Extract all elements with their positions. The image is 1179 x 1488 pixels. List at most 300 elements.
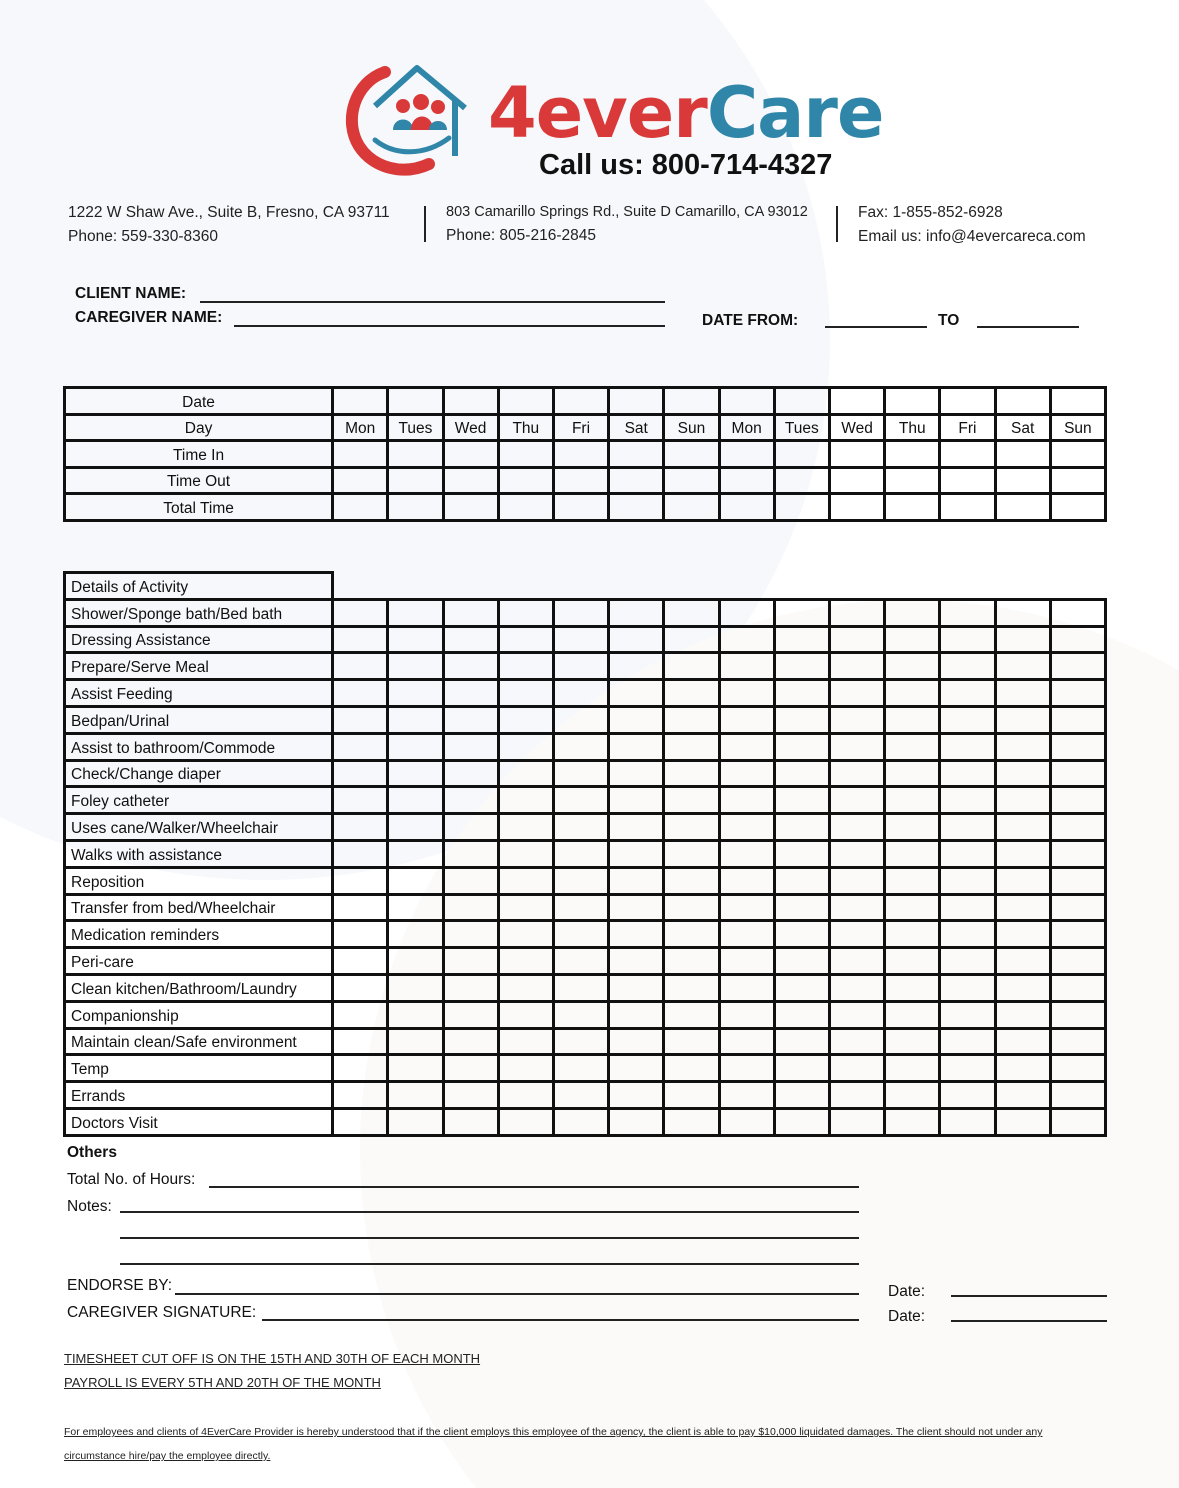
activity-check-cell[interactable]: [498, 867, 553, 894]
time-cell[interactable]: [885, 494, 940, 521]
caregiver-signature-field[interactable]: [262, 1319, 859, 1321]
activity-check-cell[interactable]: [609, 599, 664, 626]
activity-check-cell[interactable]: [940, 840, 995, 867]
activity-check-cell[interactable]: [388, 626, 443, 653]
activity-check-cell[interactable]: [443, 706, 498, 733]
client-name-field[interactable]: [200, 301, 665, 303]
activity-check-cell[interactable]: [940, 733, 995, 760]
activity-check-cell[interactable]: [443, 921, 498, 948]
activity-check-cell[interactable]: [443, 1082, 498, 1109]
activity-check-cell[interactable]: [995, 1055, 1050, 1082]
activity-check-cell[interactable]: [1050, 626, 1105, 653]
activity-check-cell[interactable]: [443, 814, 498, 841]
activity-check-cell[interactable]: [388, 1055, 443, 1082]
activity-check-cell[interactable]: [664, 1082, 719, 1109]
activity-check-cell[interactable]: [609, 867, 664, 894]
activity-check-cell[interactable]: [498, 760, 553, 787]
activity-check-cell[interactable]: [829, 1001, 884, 1028]
activity-check-cell[interactable]: [885, 948, 940, 975]
activity-check-cell[interactable]: [829, 921, 884, 948]
activity-check-cell[interactable]: [1050, 1028, 1105, 1055]
activity-check-cell[interactable]: [609, 948, 664, 975]
activity-check-cell[interactable]: [609, 1082, 664, 1109]
activity-check-cell[interactable]: [443, 680, 498, 707]
activity-check-cell[interactable]: [1050, 894, 1105, 921]
activity-check-cell[interactable]: [333, 840, 388, 867]
activity-check-cell[interactable]: [553, 894, 608, 921]
activity-check-cell[interactable]: [1050, 921, 1105, 948]
activity-check-cell[interactable]: [995, 653, 1050, 680]
activity-check-cell[interactable]: [885, 760, 940, 787]
time-cell[interactable]: [774, 494, 829, 521]
activity-check-cell[interactable]: [1050, 948, 1105, 975]
endorse-field[interactable]: [175, 1293, 859, 1295]
activity-check-cell[interactable]: [940, 626, 995, 653]
activity-check-cell[interactable]: [995, 1082, 1050, 1109]
activity-check-cell[interactable]: [553, 787, 608, 814]
time-cell[interactable]: [940, 388, 995, 415]
activity-check-cell[interactable]: [609, 974, 664, 1001]
time-cell[interactable]: [664, 388, 719, 415]
time-cell[interactable]: [443, 467, 498, 494]
activity-check-cell[interactable]: [609, 921, 664, 948]
activity-check-cell[interactable]: [1050, 599, 1105, 626]
activity-check-cell[interactable]: [1050, 1108, 1105, 1135]
activity-check-cell[interactable]: [885, 680, 940, 707]
time-cell[interactable]: [388, 388, 443, 415]
activity-check-cell[interactable]: [829, 706, 884, 733]
activity-check-cell[interactable]: [719, 653, 774, 680]
activity-check-cell[interactable]: [995, 626, 1050, 653]
activity-check-cell[interactable]: [498, 706, 553, 733]
activity-check-cell[interactable]: [333, 733, 388, 760]
activity-check-cell[interactable]: [388, 814, 443, 841]
activity-check-cell[interactable]: [333, 948, 388, 975]
activity-check-cell[interactable]: [664, 1028, 719, 1055]
activity-check-cell[interactable]: [885, 599, 940, 626]
caregiver-name-field[interactable]: [234, 325, 665, 327]
activity-check-cell[interactable]: [940, 1108, 995, 1135]
activity-check-cell[interactable]: [498, 1108, 553, 1135]
activity-check-cell[interactable]: [498, 599, 553, 626]
activity-check-cell[interactable]: [388, 948, 443, 975]
activity-check-cell[interactable]: [829, 814, 884, 841]
activity-check-cell[interactable]: [333, 1082, 388, 1109]
activity-check-cell[interactable]: [774, 1082, 829, 1109]
time-cell[interactable]: [995, 494, 1050, 521]
time-cell[interactable]: [388, 494, 443, 521]
activity-check-cell[interactable]: [885, 626, 940, 653]
activity-check-cell[interactable]: [333, 706, 388, 733]
activity-check-cell[interactable]: [719, 626, 774, 653]
activity-check-cell[interactable]: [1050, 867, 1105, 894]
activity-check-cell[interactable]: [498, 1028, 553, 1055]
activity-check-cell[interactable]: [995, 840, 1050, 867]
activity-check-cell[interactable]: [1050, 1055, 1105, 1082]
activity-check-cell[interactable]: [940, 894, 995, 921]
activity-check-cell[interactable]: [498, 948, 553, 975]
activity-check-cell[interactable]: [885, 787, 940, 814]
activity-check-cell[interactable]: [885, 867, 940, 894]
activity-check-cell[interactable]: [664, 680, 719, 707]
time-cell[interactable]: [940, 494, 995, 521]
time-cell[interactable]: [333, 441, 388, 468]
activity-check-cell[interactable]: [829, 733, 884, 760]
time-cell[interactable]: [333, 388, 388, 415]
time-cell[interactable]: [443, 494, 498, 521]
activity-check-cell[interactable]: [1050, 680, 1105, 707]
activity-check-cell[interactable]: [719, 1055, 774, 1082]
activity-check-cell[interactable]: [664, 1055, 719, 1082]
time-cell[interactable]: [1050, 388, 1105, 415]
activity-check-cell[interactable]: [553, 733, 608, 760]
time-cell[interactable]: [719, 388, 774, 415]
time-cell[interactable]: [774, 441, 829, 468]
activity-check-cell[interactable]: [940, 1055, 995, 1082]
activity-check-cell[interactable]: [664, 867, 719, 894]
activity-check-cell[interactable]: [664, 760, 719, 787]
activity-check-cell[interactable]: [829, 787, 884, 814]
activity-check-cell[interactable]: [719, 921, 774, 948]
activity-check-cell[interactable]: [1050, 1001, 1105, 1028]
time-cell[interactable]: [498, 467, 553, 494]
activity-check-cell[interactable]: [940, 814, 995, 841]
activity-check-cell[interactable]: [719, 1028, 774, 1055]
time-cell[interactable]: [995, 441, 1050, 468]
time-cell[interactable]: [829, 441, 884, 468]
activity-check-cell[interactable]: [940, 948, 995, 975]
activity-check-cell[interactable]: [829, 1082, 884, 1109]
time-cell[interactable]: [443, 388, 498, 415]
time-cell[interactable]: [388, 467, 443, 494]
activity-check-cell[interactable]: [774, 787, 829, 814]
notes-line[interactable]: [120, 1211, 859, 1213]
time-cell[interactable]: [498, 388, 553, 415]
activity-check-cell[interactable]: [940, 921, 995, 948]
activity-check-cell[interactable]: [553, 653, 608, 680]
activity-check-cell[interactable]: [885, 974, 940, 1001]
activity-check-cell[interactable]: [774, 814, 829, 841]
activity-check-cell[interactable]: [940, 867, 995, 894]
activity-check-cell[interactable]: [553, 1001, 608, 1028]
activity-check-cell[interactable]: [388, 680, 443, 707]
activity-check-cell[interactable]: [333, 1001, 388, 1028]
activity-check-cell[interactable]: [719, 760, 774, 787]
activity-check-cell[interactable]: [829, 1108, 884, 1135]
activity-check-cell[interactable]: [995, 599, 1050, 626]
activity-check-cell[interactable]: [995, 814, 1050, 841]
activity-check-cell[interactable]: [774, 653, 829, 680]
activity-check-cell[interactable]: [885, 1055, 940, 1082]
activity-check-cell[interactable]: [333, 974, 388, 1001]
time-cell[interactable]: [774, 388, 829, 415]
activity-check-cell[interactable]: [885, 894, 940, 921]
activity-check-cell[interactable]: [443, 733, 498, 760]
activity-check-cell[interactable]: [443, 948, 498, 975]
activity-check-cell[interactable]: [719, 974, 774, 1001]
activity-check-cell[interactable]: [388, 599, 443, 626]
time-cell[interactable]: [553, 494, 608, 521]
time-cell[interactable]: [664, 494, 719, 521]
time-cell[interactable]: [829, 494, 884, 521]
activity-check-cell[interactable]: [553, 867, 608, 894]
activity-check-cell[interactable]: [885, 653, 940, 680]
activity-check-cell[interactable]: [719, 840, 774, 867]
activity-check-cell[interactable]: [333, 1108, 388, 1135]
time-cell[interactable]: [885, 467, 940, 494]
activity-check-cell[interactable]: [1050, 1082, 1105, 1109]
activity-check-cell[interactable]: [774, 680, 829, 707]
activity-check-cell[interactable]: [1050, 974, 1105, 1001]
activity-check-cell[interactable]: [333, 787, 388, 814]
activity-check-cell[interactable]: [719, 733, 774, 760]
activity-check-cell[interactable]: [664, 1108, 719, 1135]
time-cell[interactable]: [553, 388, 608, 415]
activity-check-cell[interactable]: [553, 680, 608, 707]
activity-check-cell[interactable]: [829, 840, 884, 867]
time-cell[interactable]: [940, 441, 995, 468]
activity-check-cell[interactable]: [664, 1001, 719, 1028]
time-cell[interactable]: [885, 441, 940, 468]
activity-check-cell[interactable]: [553, 948, 608, 975]
activity-check-cell[interactable]: [1050, 706, 1105, 733]
time-cell[interactable]: [719, 467, 774, 494]
activity-check-cell[interactable]: [885, 814, 940, 841]
activity-check-cell[interactable]: [829, 1055, 884, 1082]
activity-check-cell[interactable]: [388, 787, 443, 814]
activity-check-cell[interactable]: [940, 1028, 995, 1055]
activity-check-cell[interactable]: [498, 1082, 553, 1109]
activity-check-cell[interactable]: [940, 706, 995, 733]
activity-check-cell[interactable]: [443, 787, 498, 814]
activity-check-cell[interactable]: [829, 974, 884, 1001]
activity-check-cell[interactable]: [940, 680, 995, 707]
activity-check-cell[interactable]: [829, 1028, 884, 1055]
activity-check-cell[interactable]: [388, 840, 443, 867]
date-to-field[interactable]: [977, 326, 1079, 328]
activity-check-cell[interactable]: [829, 599, 884, 626]
activity-check-cell[interactable]: [388, 653, 443, 680]
time-cell[interactable]: [443, 441, 498, 468]
activity-check-cell[interactable]: [388, 1082, 443, 1109]
activity-check-cell[interactable]: [995, 1028, 1050, 1055]
activity-check-cell[interactable]: [719, 680, 774, 707]
time-cell[interactable]: [719, 494, 774, 521]
activity-check-cell[interactable]: [995, 1001, 1050, 1028]
activity-check-cell[interactable]: [609, 1108, 664, 1135]
time-cell[interactable]: [885, 388, 940, 415]
time-cell[interactable]: [498, 494, 553, 521]
activity-check-cell[interactable]: [885, 733, 940, 760]
time-cell[interactable]: [609, 494, 664, 521]
time-cell[interactable]: [719, 441, 774, 468]
total-hours-field[interactable]: [209, 1186, 859, 1188]
activity-check-cell[interactable]: [609, 1001, 664, 1028]
activity-check-cell[interactable]: [995, 787, 1050, 814]
activity-check-cell[interactable]: [443, 1028, 498, 1055]
activity-check-cell[interactable]: [388, 1001, 443, 1028]
activity-check-cell[interactable]: [719, 1001, 774, 1028]
activity-check-cell[interactable]: [333, 1055, 388, 1082]
activity-check-cell[interactable]: [885, 840, 940, 867]
activity-check-cell[interactable]: [719, 948, 774, 975]
activity-check-cell[interactable]: [333, 894, 388, 921]
activity-check-cell[interactable]: [1050, 787, 1105, 814]
activity-check-cell[interactable]: [333, 760, 388, 787]
activity-check-cell[interactable]: [498, 733, 553, 760]
activity-check-cell[interactable]: [719, 599, 774, 626]
activity-check-cell[interactable]: [498, 814, 553, 841]
activity-check-cell[interactable]: [774, 1028, 829, 1055]
activity-check-cell[interactable]: [553, 1055, 608, 1082]
activity-check-cell[interactable]: [443, 894, 498, 921]
activity-check-cell[interactable]: [333, 921, 388, 948]
activity-check-cell[interactable]: [719, 1082, 774, 1109]
activity-check-cell[interactable]: [333, 626, 388, 653]
date-from-field[interactable]: [825, 326, 927, 328]
activity-check-cell[interactable]: [774, 760, 829, 787]
activity-check-cell[interactable]: [609, 814, 664, 841]
activity-check-cell[interactable]: [995, 760, 1050, 787]
activity-check-cell[interactable]: [609, 1055, 664, 1082]
time-cell[interactable]: [388, 441, 443, 468]
time-cell[interactable]: [609, 467, 664, 494]
activity-check-cell[interactable]: [664, 787, 719, 814]
activity-check-cell[interactable]: [498, 653, 553, 680]
activity-check-cell[interactable]: [388, 974, 443, 1001]
activity-check-cell[interactable]: [774, 840, 829, 867]
activity-check-cell[interactable]: [829, 894, 884, 921]
activity-check-cell[interactable]: [995, 867, 1050, 894]
activity-check-cell[interactable]: [388, 867, 443, 894]
activity-check-cell[interactable]: [498, 626, 553, 653]
activity-check-cell[interactable]: [443, 1055, 498, 1082]
time-cell[interactable]: [553, 467, 608, 494]
activity-check-cell[interactable]: [553, 760, 608, 787]
activity-check-cell[interactable]: [719, 867, 774, 894]
activity-check-cell[interactable]: [609, 840, 664, 867]
notes-line[interactable]: [120, 1237, 859, 1239]
activity-check-cell[interactable]: [664, 599, 719, 626]
activity-check-cell[interactable]: [1050, 733, 1105, 760]
activity-check-cell[interactable]: [995, 1108, 1050, 1135]
time-cell[interactable]: [664, 441, 719, 468]
signature-date-field[interactable]: [951, 1320, 1107, 1322]
activity-check-cell[interactable]: [940, 653, 995, 680]
activity-check-cell[interactable]: [995, 733, 1050, 760]
activity-check-cell[interactable]: [664, 974, 719, 1001]
activity-check-cell[interactable]: [388, 894, 443, 921]
activity-check-cell[interactable]: [995, 680, 1050, 707]
activity-check-cell[interactable]: [664, 626, 719, 653]
activity-check-cell[interactable]: [388, 921, 443, 948]
activity-check-cell[interactable]: [498, 680, 553, 707]
time-cell[interactable]: [664, 467, 719, 494]
activity-check-cell[interactable]: [333, 814, 388, 841]
activity-check-cell[interactable]: [498, 787, 553, 814]
activity-check-cell[interactable]: [553, 1028, 608, 1055]
activity-check-cell[interactable]: [609, 1028, 664, 1055]
activity-check-cell[interactable]: [940, 1001, 995, 1028]
activity-check-cell[interactable]: [609, 680, 664, 707]
activity-check-cell[interactable]: [443, 840, 498, 867]
activity-check-cell[interactable]: [443, 626, 498, 653]
activity-check-cell[interactable]: [443, 760, 498, 787]
activity-check-cell[interactable]: [498, 1055, 553, 1082]
activity-check-cell[interactable]: [940, 760, 995, 787]
activity-check-cell[interactable]: [553, 599, 608, 626]
activity-check-cell[interactable]: [609, 706, 664, 733]
activity-check-cell[interactable]: [940, 787, 995, 814]
activity-check-cell[interactable]: [885, 1001, 940, 1028]
activity-check-cell[interactable]: [774, 894, 829, 921]
activity-check-cell[interactable]: [829, 680, 884, 707]
activity-check-cell[interactable]: [664, 814, 719, 841]
time-cell[interactable]: [774, 467, 829, 494]
activity-check-cell[interactable]: [333, 1028, 388, 1055]
activity-check-cell[interactable]: [609, 733, 664, 760]
activity-check-cell[interactable]: [388, 1108, 443, 1135]
activity-check-cell[interactable]: [553, 706, 608, 733]
activity-check-cell[interactable]: [443, 1108, 498, 1135]
activity-check-cell[interactable]: [498, 921, 553, 948]
activity-check-cell[interactable]: [885, 1028, 940, 1055]
time-cell[interactable]: [1050, 494, 1105, 521]
activity-check-cell[interactable]: [1050, 814, 1105, 841]
time-cell[interactable]: [995, 388, 1050, 415]
activity-check-cell[interactable]: [1050, 840, 1105, 867]
activity-check-cell[interactable]: [885, 921, 940, 948]
activity-check-cell[interactable]: [995, 894, 1050, 921]
activity-check-cell[interactable]: [443, 1001, 498, 1028]
activity-check-cell[interactable]: [609, 894, 664, 921]
time-cell[interactable]: [553, 441, 608, 468]
activity-check-cell[interactable]: [829, 626, 884, 653]
activity-check-cell[interactable]: [829, 653, 884, 680]
activity-check-cell[interactable]: [388, 706, 443, 733]
activity-check-cell[interactable]: [388, 760, 443, 787]
activity-check-cell[interactable]: [553, 974, 608, 1001]
activity-check-cell[interactable]: [719, 787, 774, 814]
activity-check-cell[interactable]: [498, 974, 553, 1001]
activity-check-cell[interactable]: [719, 1108, 774, 1135]
activity-check-cell[interactable]: [664, 948, 719, 975]
time-cell[interactable]: [333, 494, 388, 521]
activity-check-cell[interactable]: [1050, 760, 1105, 787]
time-cell[interactable]: [829, 467, 884, 494]
activity-check-cell[interactable]: [498, 1001, 553, 1028]
activity-check-cell[interactable]: [1050, 653, 1105, 680]
activity-check-cell[interactable]: [885, 1082, 940, 1109]
activity-check-cell[interactable]: [443, 653, 498, 680]
activity-check-cell[interactable]: [664, 653, 719, 680]
activity-check-cell[interactable]: [498, 840, 553, 867]
activity-check-cell[interactable]: [553, 1108, 608, 1135]
activity-check-cell[interactable]: [609, 787, 664, 814]
time-cell[interactable]: [829, 388, 884, 415]
activity-check-cell[interactable]: [553, 1082, 608, 1109]
endorse-date-field[interactable]: [951, 1295, 1107, 1297]
time-cell[interactable]: [1050, 441, 1105, 468]
activity-check-cell[interactable]: [553, 840, 608, 867]
activity-check-cell[interactable]: [774, 599, 829, 626]
activity-check-cell[interactable]: [774, 1001, 829, 1028]
activity-check-cell[interactable]: [333, 680, 388, 707]
time-cell[interactable]: [1050, 467, 1105, 494]
activity-check-cell[interactable]: [719, 894, 774, 921]
activity-check-cell[interactable]: [664, 706, 719, 733]
time-cell[interactable]: [609, 388, 664, 415]
